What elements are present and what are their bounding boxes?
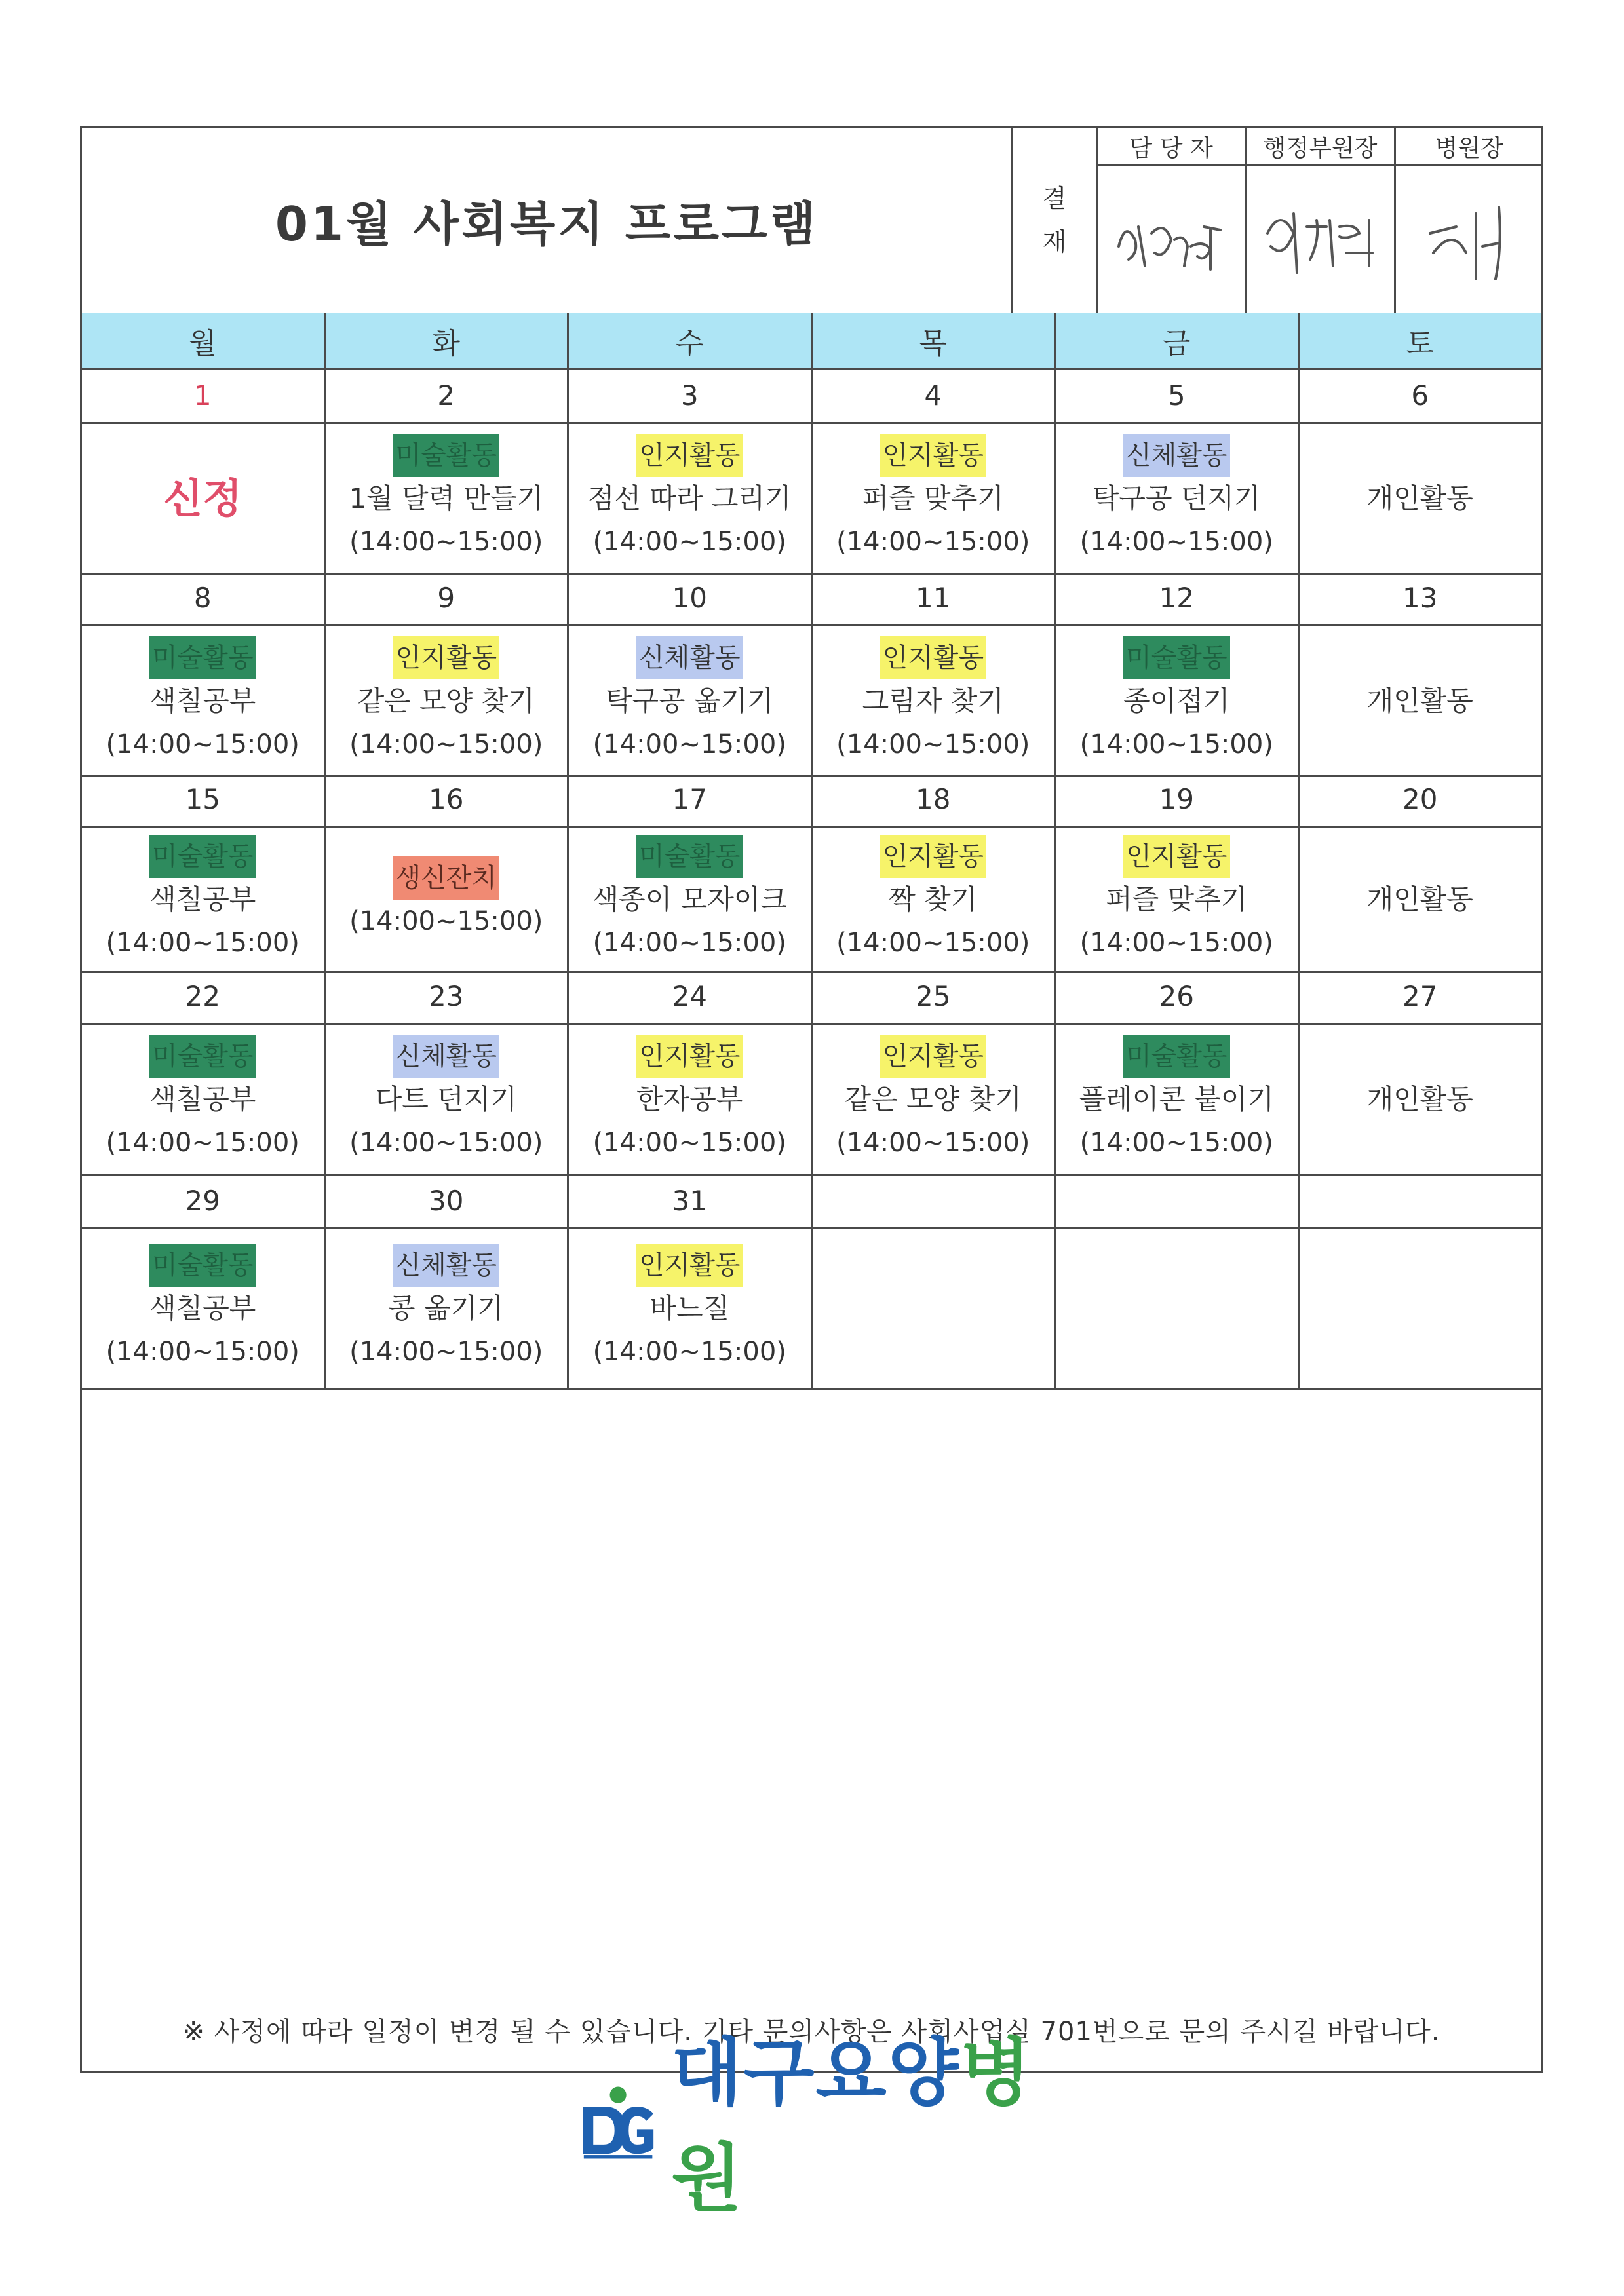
activity-cell: [326, 424, 570, 573]
date-number: 20: [1402, 782, 1438, 815]
activity-cell: [1056, 424, 1300, 573]
activity-cell: [813, 424, 1056, 573]
activity-time: (14:00~15:00): [106, 729, 300, 759]
date-number: [1300, 1174, 1541, 1227]
activity-category: 신체활동: [393, 1035, 499, 1078]
date-number: 9: [326, 571, 570, 624]
date-number: 22: [82, 969, 326, 1023]
activity-category: 미술활동: [1123, 636, 1230, 679]
activity-cell: [813, 1229, 1056, 1388]
activity-title: 그림자 찾기: [862, 684, 1004, 717]
activity-title: 개인활동: [1366, 883, 1473, 915]
date-number: 31: [569, 1174, 813, 1227]
date-number: 12: [1056, 571, 1300, 624]
activity-title: 1월 달력 만들기: [349, 482, 544, 514]
approval-box: [1011, 128, 1543, 313]
activity-time: (14:00~15:00): [1079, 526, 1273, 557]
activity-time: (14:00~15:00): [349, 526, 543, 557]
activity-cell: [1300, 626, 1541, 775]
activity-cell: [326, 626, 570, 775]
activity-cell: [1300, 1229, 1541, 1388]
activity-cell: [813, 828, 1056, 971]
activity-time: (14:00~15:00): [349, 1337, 543, 1367]
approval-label: 결 재: [1013, 128, 1098, 313]
activity-time: (14:00~15:00): [1079, 729, 1273, 759]
approval-director: [1396, 128, 1543, 313]
activity-row: [82, 1229, 1541, 1390]
activity-title: 색칠공부: [149, 883, 256, 915]
role-label: 행정부원장: [1247, 128, 1393, 166]
activity-category: 신체활동: [1123, 434, 1230, 477]
activity-category: 미술활동: [636, 835, 743, 878]
activity-time: (14:00~15:00): [592, 1127, 786, 1158]
activity-time: (14:00~15:00): [106, 927, 300, 958]
activity-time: (14:00~15:00): [1079, 927, 1273, 958]
activity-cell: [1300, 1025, 1541, 1174]
header: [82, 128, 1541, 315]
activity-time: (14:00~15:00): [836, 526, 1030, 557]
hospital-name: 대구요양병원: [671, 2031, 1033, 2221]
hospital-logo-icon: [577, 2074, 659, 2166]
date-row: [82, 571, 1541, 626]
activity-cell: [1300, 828, 1541, 971]
date-number: 10: [569, 571, 813, 624]
activity-title: 개인활동: [1366, 482, 1473, 514]
date-number: 16: [326, 772, 570, 826]
weekday-mon: 월: [82, 313, 326, 368]
activity-title: 콩 옮기기: [388, 1292, 504, 1324]
activity-row: [82, 828, 1541, 973]
date-number: 27: [1402, 980, 1438, 1012]
activity-category: 인지활동: [636, 1035, 743, 1078]
activity-title: 종이접기: [1123, 684, 1230, 717]
date-number: 17: [569, 772, 813, 826]
activity-cell: [82, 1025, 326, 1174]
activity-category: 인지활동: [1123, 835, 1230, 878]
activity-title: 퍼즐 맞추기: [1106, 883, 1248, 915]
activity-cell: [326, 1229, 570, 1388]
activity-category: 인지활동: [880, 434, 986, 477]
activity-cell: [813, 626, 1056, 775]
activity-time: (14:00~15:00): [349, 1127, 543, 1158]
role-label: 병원장: [1396, 128, 1543, 166]
activity-cell: [1056, 1025, 1300, 1174]
activity-title: 짝 찾기: [889, 883, 978, 915]
activity-cell: [1056, 626, 1300, 775]
date-number: 5: [1056, 368, 1300, 422]
activity-row: [82, 424, 1541, 575]
activity-category: 신체활동: [636, 636, 743, 679]
date-number: 29: [82, 1174, 326, 1227]
activity-title: 한자공부: [636, 1082, 743, 1115]
activity-time: (14:00~15:00): [836, 729, 1030, 759]
weekday-wed: 수: [569, 313, 813, 368]
signature-director: [1396, 166, 1543, 313]
hospital-logo: [577, 2031, 1062, 2221]
date-number: 1: [82, 368, 326, 422]
role-label: 담 당 자: [1098, 128, 1245, 166]
activity-row: [82, 626, 1541, 777]
activity-category: 신체활동: [393, 1244, 499, 1287]
activity-time: (14:00~15:00): [1079, 1127, 1273, 1158]
activity-title: 같은 모양 찾기: [357, 684, 535, 717]
activity-cell: [1056, 1229, 1300, 1388]
activity-category: 생신잔치: [393, 856, 499, 900]
activity-time: (14:00~15:00): [106, 1127, 300, 1158]
activity-title: 색칠공부: [149, 684, 256, 717]
date-number: 6: [1411, 379, 1429, 411]
activity-title: 다트 던지기: [375, 1082, 517, 1115]
activity-category: 미술활동: [149, 1244, 256, 1287]
activity-cell: [326, 1025, 570, 1174]
activity-cell: [326, 828, 570, 971]
activity-title: 점선 따라 그리기: [587, 482, 792, 514]
activity-row: [82, 1025, 1541, 1176]
signature-vice-director: [1247, 166, 1393, 313]
date-number: [1056, 1174, 1300, 1227]
activity-category: 미술활동: [149, 1035, 256, 1078]
date-number: 18: [813, 772, 1056, 826]
approval-staff: [1098, 128, 1247, 313]
weekday-sat: 토: [1406, 326, 1434, 360]
calendar-week: [82, 571, 1541, 777]
date-number: 15: [82, 772, 326, 826]
calendar-week: [82, 368, 1541, 575]
date-number: 30: [326, 1174, 570, 1227]
activity-time: (14:00~15:00): [592, 1337, 786, 1367]
activity-title: 바느질: [649, 1292, 730, 1324]
holiday-label: 신정: [163, 474, 242, 522]
activity-cell: [82, 828, 326, 971]
activity-cell: [569, 1229, 813, 1388]
date-number: 19: [1056, 772, 1300, 826]
page-title: 01월 사회복지 프로그램: [275, 197, 819, 252]
activity-cell: [82, 626, 326, 775]
approval-vice-director: [1247, 128, 1395, 313]
activity-title: 플레이콘 붙이기: [1079, 1082, 1274, 1115]
date-row: [82, 368, 1541, 424]
activity-category: 인지활동: [880, 636, 986, 679]
activity-time: (14:00~15:00): [836, 927, 1030, 958]
date-number: 4: [813, 368, 1056, 422]
date-number: 23: [326, 969, 570, 1023]
activity-time: (14:00~15:00): [349, 729, 543, 759]
activity-cell: [569, 828, 813, 971]
activity-title: 개인활동: [1366, 684, 1473, 717]
activity-category: 인지활동: [636, 1244, 743, 1287]
activity-cell: [813, 1025, 1056, 1174]
calendar-week: [82, 969, 1541, 1176]
activity-category: 미술활동: [393, 434, 499, 477]
date-row: [82, 969, 1541, 1025]
activity-time: (14:00~15:00): [106, 1337, 300, 1367]
activity-cell: [569, 626, 813, 775]
signature-staff: [1098, 166, 1245, 313]
activity-cell: [569, 424, 813, 573]
date-number: 26: [1056, 969, 1300, 1023]
date-number: 3: [569, 368, 813, 422]
activity-cell: [569, 1025, 813, 1174]
activity-time: (14:00~15:00): [592, 526, 786, 557]
activity-category: 인지활동: [880, 835, 986, 878]
activity-cell: [82, 1229, 326, 1388]
date-number: 2: [326, 368, 570, 422]
activity-category: 미술활동: [1123, 1035, 1230, 1078]
activity-time: (14:00~15:00): [836, 1127, 1030, 1158]
date-number: [813, 1174, 1056, 1227]
date-number: 11: [813, 571, 1056, 624]
date-number: 13: [1402, 581, 1438, 614]
calendar-week: [82, 1174, 1541, 1390]
activity-title: 탁구공 옮기기: [605, 684, 774, 717]
calendar-week: [82, 772, 1541, 973]
activity-category: 미술활동: [149, 835, 256, 878]
footer-note: ※ 사정에 따라 일정이 변경 될 수 있습니다. 기타 문의사항은 사회사업실 701번으로 문의 주시길 바랍니다.: [182, 2016, 1440, 2047]
activity-category: 인지활동: [880, 1035, 986, 1078]
activity-title: 탁구공 던지기: [1092, 482, 1261, 514]
activity-time: (14:00~15:00): [592, 927, 786, 958]
date-number: 8: [82, 571, 326, 624]
weekday-header: [82, 313, 1541, 370]
activity-cell: [82, 424, 326, 573]
weekday-thu: 목: [813, 313, 1056, 368]
activity-cell: [1056, 828, 1300, 971]
activity-time: (14:00~15:00): [349, 906, 543, 936]
date-row: [82, 1174, 1541, 1229]
weekday-fri: 금: [1056, 313, 1300, 368]
activity-title: 개인활동: [1366, 1082, 1473, 1115]
activity-title: 퍼즐 맞추기: [862, 482, 1004, 514]
date-number: 25: [813, 969, 1056, 1023]
activity-title: 색칠공부: [149, 1292, 256, 1324]
activity-time: (14:00~15:00): [592, 729, 786, 759]
schedule-sheet: [80, 126, 1543, 2073]
date-row: [82, 772, 1541, 828]
weekday-tue: 화: [326, 313, 570, 368]
activity-cell: [1300, 424, 1541, 573]
date-number: 24: [569, 969, 813, 1023]
activity-category: 인지활동: [636, 434, 743, 477]
activity-category: 미술활동: [149, 636, 256, 679]
activity-category: 인지활동: [393, 636, 499, 679]
activity-title: 같은 모양 찾기: [844, 1082, 1022, 1115]
activity-title: 색종이 모자이크: [592, 883, 787, 915]
activity-title: 색칠공부: [149, 1082, 256, 1115]
